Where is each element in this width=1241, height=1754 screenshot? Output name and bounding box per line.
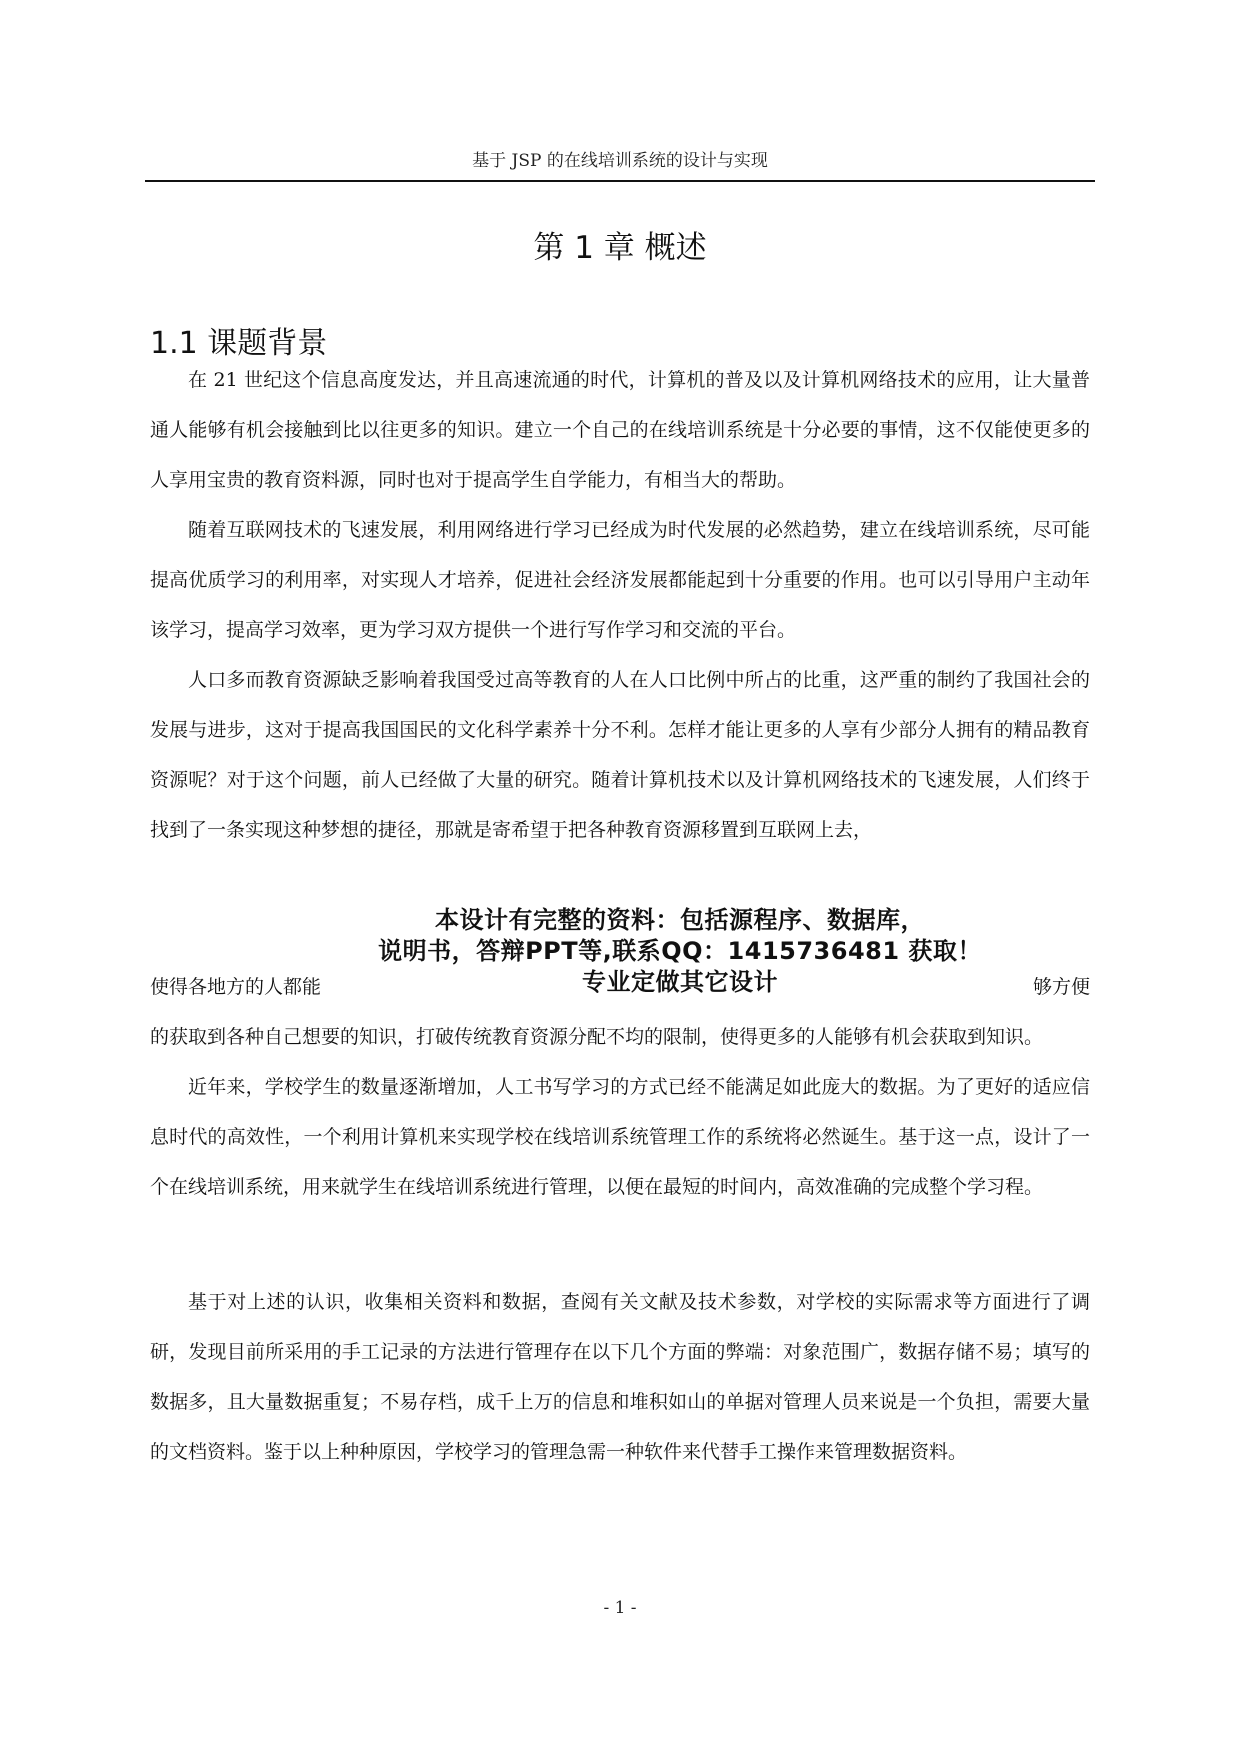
section-title: 1.1 课题背景: [150, 326, 328, 361]
paragraph-3: 人口多而教育资源缺乏影响着我国受过高等教育的人在人口比例中所占的比重，这严重的制约了我国社会的发展与进步，这对于提高我国国民的文化科学素养十分不利。怎样才能让更多的人享有少部分人拥有的精品教育资源呢？对于这个问题，前人已经做了大量的研究。随着计算机技术以及计算机网络技术的飞速发展，人们终于找到了一条实现这种梦想的捷径，那就是寄希望于把各种教育资源移置到互联网上去，: [150, 669, 1090, 841]
paragraph-1: 在 21 世纪这个信息高度发达，并且高速流通的时代，计算机的普及以及计算机网络技术的应用，让大量普通人能够有机会接触到比以往更多的知识。建立一个自己的在线培训系统是十分必要的事情，这不仅能使更多的人享用宝贵的教育资料源，同时也对于提高学生自学能力，有相当大的帮助。: [150, 369, 1090, 491]
watermark-line-2: 说明书，答辩PPT等,联系QQ：1415736481 获取！: [378, 937, 982, 965]
watermark-line-1: 本设计有完整的资料：包括源程序、数据库，: [435, 906, 925, 934]
paragraph-3-continued: 的获取到各种自己想要的知识，打破传统教育资源分配不均的限制，使得更多的人能够有机会获取到知识。: [150, 1026, 1044, 1048]
watermark-line-3: 专业定做其它设计: [582, 968, 778, 996]
header-rule: [145, 180, 1095, 182]
gap-line-right-text: 够方便: [1032, 976, 1090, 998]
chapter-title: 第 1 章 概述: [533, 230, 707, 266]
gap-line-left-text: 使得各地方的人都能: [150, 976, 322, 998]
paragraph-4: 近年来，学校学生的数量逐渐增加，人工书写学习的方式已经不能满足如此庞大的数据。为了更好的适应信息时代的高效性，一个利用计算机来实现学校在线培训系统管理工作的系统将必然诞生。基于这一点，设计了一个在线培训系统，用来就学生在线培训系统进行管理，以便在最短的时间内，高效准确的完成整个学习程。: [150, 1076, 1090, 1198]
paragraph-5: 基于对上述的认识，收集相关资料和数据，查阅有关文献及技术参数，对学校的实际需求等方面进行了调研，发现目前所采用的手工记录的方法进行管理存在以下几个方面的弊端：对象范围广，数据存储不易；填写的数据多，且大量数据重复；不易存档，成千上万的信息和堆积如山的单据对管理人员来说是一个负担，需要大量的文档资料。鉴于以上种种原因，学校学习的管理急需一种软件来代替手工操作来管理数据资料。: [150, 1291, 1090, 1463]
page-number: - 1 -: [603, 1598, 637, 1618]
paragraph-2: 随着互联网技术的飞速发展，利用网络进行学习已经成为时代发展的必然趋势，建立在线培训系统，尽可能提高优质学习的利用率，对实现人才培养，促进社会经济发展都能起到十分重要的作用。也可以引导用户主动年该学习，提高学习效率，更为学习双方提供一个进行写作学习和交流的平台。: [150, 519, 1090, 641]
running-header: 基于 JSP 的在线培训系统的设计与实现: [472, 151, 768, 171]
watermark-overlay: [330, 905, 1030, 998]
